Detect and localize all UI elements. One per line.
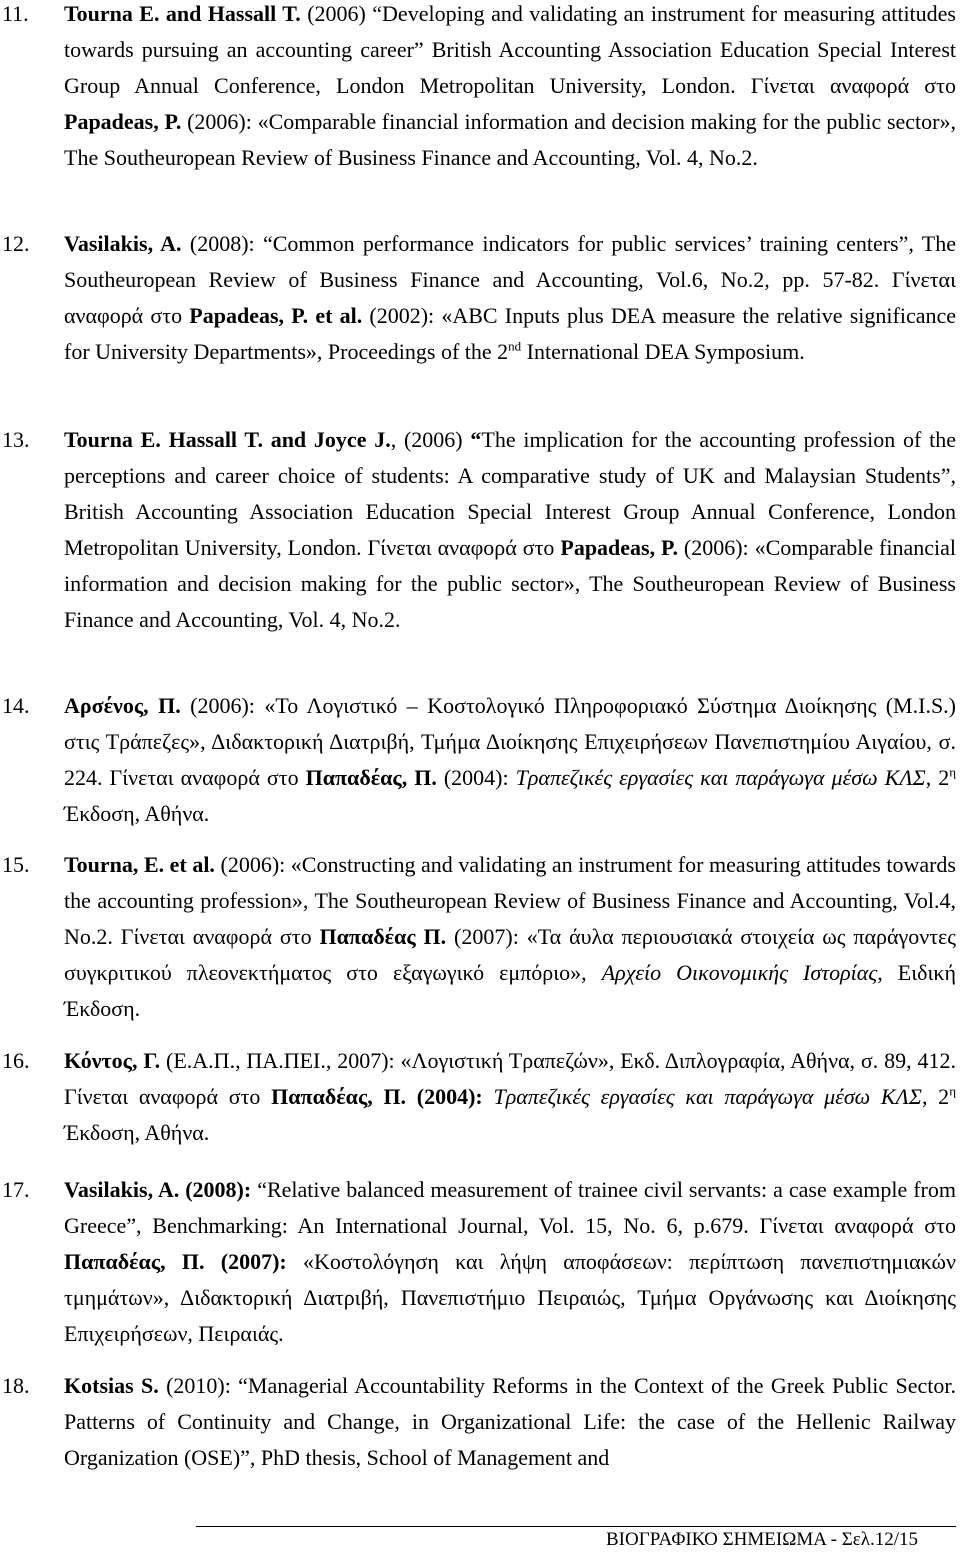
author-or-emphasis: Tourna E. and Hassall T. (64, 1, 301, 26)
reference-segment: (2008): “Common performance indicators for public services’ training centers”, The Southeuropean Review of Business Finance and Accounting, Vol.6, No.2, pp. 57-82. Γίνεται αναφορά στο (64, 231, 956, 328)
reference-segment: Έκδοση, Αθήνα. (64, 801, 210, 826)
reference-segment: (Ε.Α.Π., ΠΑ.ΠΕΙ., 2007): «Λογιστική Τραπεζών», Εκδ. Διπλογραφία, Αθήνα, σ. 89, 412. Γίνεται αναφορά στο (64, 1048, 957, 1109)
superscript: η (949, 1083, 956, 1099)
reference-number: 14. (2, 693, 30, 718)
reference-segment: (2007): «Τα άυλα περιουσιακά στοιχεία ως παράγοντες συγκριτικού πλεονεκτήματος στο εξαγωγικό εμπόριο», (64, 924, 957, 985)
reference-number: 17. (2, 1177, 30, 1202)
italic-title: Τραπεζικές εργασίες και παράγωγα μέσω ΚΛΣ (515, 765, 926, 790)
author-or-emphasis: (2004): (406, 1084, 494, 1109)
reference-segment: (2002): «ABC Inputs plus DEA measure the relative significance for University Departments», Proceedings of the 2 (64, 303, 957, 364)
reference-segment: International DEA Symposium. (521, 339, 805, 364)
author-or-emphasis: (2007): (204, 1249, 304, 1274)
author-or-emphasis: Papadeas, P. (64, 109, 182, 134)
author-or-emphasis: Papadeas, P. (560, 535, 678, 560)
reference-segment: The implication for the accounting profession of the perceptions and career choice of students: A comparative study of UK and Malaysian Students”, British Accounting Association Education Special Interest Group Annual Conference, London Metropolitan University, London. Γίνεται αναφορά στο (64, 427, 957, 560)
author-or-emphasis: Παπαδέας, Π. (271, 1084, 407, 1109)
reference-segment: (2010): “Managerial Accountability Reforms in the Context of the Greek Public Sector. Patterns of Continuity and Change, in Organizational Life: the case of the Hellenic Railway Organization (OSE)”, PhD thesis, School of Management and (64, 1373, 956, 1470)
reference-number: 13. (2, 427, 30, 452)
reference-text (64, 226, 956, 370)
author-or-emphasis: Kotsias S. (64, 1373, 159, 1398)
reference-segment: , 2 (921, 1084, 950, 1109)
author-or-emphasis: Παπαδέας, Π. (305, 765, 437, 790)
italic-title: Αρχείο Οικονομικής Ιστορίας (601, 960, 878, 985)
footer-divider (196, 1526, 956, 1527)
reference-segment: , 2 (925, 765, 950, 790)
reference-text (64, 1368, 956, 1476)
superscript: η (949, 764, 957, 780)
reference-text (64, 0, 956, 176)
reference-segment: (2006): «Το Λογιστικό – Κοστολογικό Πληροφοριακό Σύστημα Διοίκησης (M.I.S.) στις Τράπεζες», Διδακτορική Διατριβή, Τμήμα Διοίκησης Επιχειρήσεων Πανεπιστημίου Αιγαίου, σ. 224. Γίνεται αναφορά στο (64, 693, 957, 790)
page-footer: ΒΙΟΓΡΑΦΙΚΟ ΣΗΜΕΙΩΜΑ - Σελ.12/15 (606, 1529, 918, 1550)
reference-segment: «Κοστολόγηση και λήψη αποφάσεων: περίπτωση πανεπιστημιακών τμημάτων», Διδακτορική Διατριβή, Πανεπιστήμιο Πειραιώς, Τμήμα Οργάνωσης και Διοίκησης Επιχειρήσεων, Πειραιάς. (64, 1249, 956, 1346)
reference-number: 18. (2, 1373, 30, 1398)
reference-text (64, 688, 956, 832)
reference-text (64, 847, 956, 1027)
author-or-emphasis: (2008): (179, 1177, 258, 1202)
reference-number: 11. (2, 1, 29, 26)
author-or-emphasis: Tourna, E. et al. (64, 852, 215, 877)
author-or-emphasis: Vasilakis, A. (64, 231, 182, 256)
reference-number: 15. (2, 852, 30, 877)
reference-number: 16. (2, 1048, 30, 1073)
reference-segment: “Relative balanced measurement of trainee civil servants: a case example from Greece”, Benchmarking: An International Journal, Vol. 15, No. 6, p.679. Γίνεται αναφορά στο (64, 1177, 956, 1238)
reference-segment: , Ειδική Έκδοση. (64, 960, 957, 1021)
author-or-emphasis: Παπαδέας Π. (319, 924, 447, 949)
reference-text (64, 1043, 956, 1151)
author-or-emphasis: “ (470, 427, 482, 452)
italic-title: Τραπεζικές εργασίες και παράγωγα μέσω ΚΛΣ (493, 1084, 922, 1109)
author-or-emphasis: Κόντος, Γ. (64, 1048, 161, 1073)
reference-segment: (2006): «Constructing and validating an instrument for measuring attitudes towards the accounting profession», The Southeuropean Review of Business Finance and Accounting, Vol.4, No.2. Γίνεται αναφορά στο (64, 852, 956, 949)
author-or-emphasis: Papadeas, P. et al. (189, 303, 363, 328)
reference-text (64, 1172, 956, 1352)
reference-segment: (2006): «Comparable financial information and decision making for the public sector», The Southeuropean Review of Business Finance and Accounting, Vol. 4, No.2. (64, 535, 957, 632)
reference-number: 12. (2, 231, 30, 256)
reference-segment: (2006): «Comparable financial information and decision making for the public sector», The Southeuropean Review of Business Finance and Accounting, Vol. 4, No.2. (64, 109, 956, 170)
reference-segment: (2006) “Developing and validating an instrument for measuring attitudes towards pursuing an accounting career” British Accounting Association Education Special Interest Group Annual Conference, London Metropolitan University, London. Γίνεται αναφορά στο (64, 1, 956, 98)
author-or-emphasis: Vasilakis, A. (64, 1177, 180, 1202)
author-or-emphasis: Παπαδέας, Π. (64, 1249, 205, 1274)
reference-segment: , (2006) (390, 427, 471, 452)
author-or-emphasis: Tourna E. Hassall T. and Joyce J. (64, 427, 391, 452)
reference-segment: Έκδοση, Αθήνα. (64, 1120, 210, 1145)
reference-text (64, 422, 956, 638)
author-or-emphasis: Αρσένος, Π. (64, 693, 181, 718)
reference-segment: (2004): (436, 765, 516, 790)
superscript: nd (508, 338, 522, 354)
